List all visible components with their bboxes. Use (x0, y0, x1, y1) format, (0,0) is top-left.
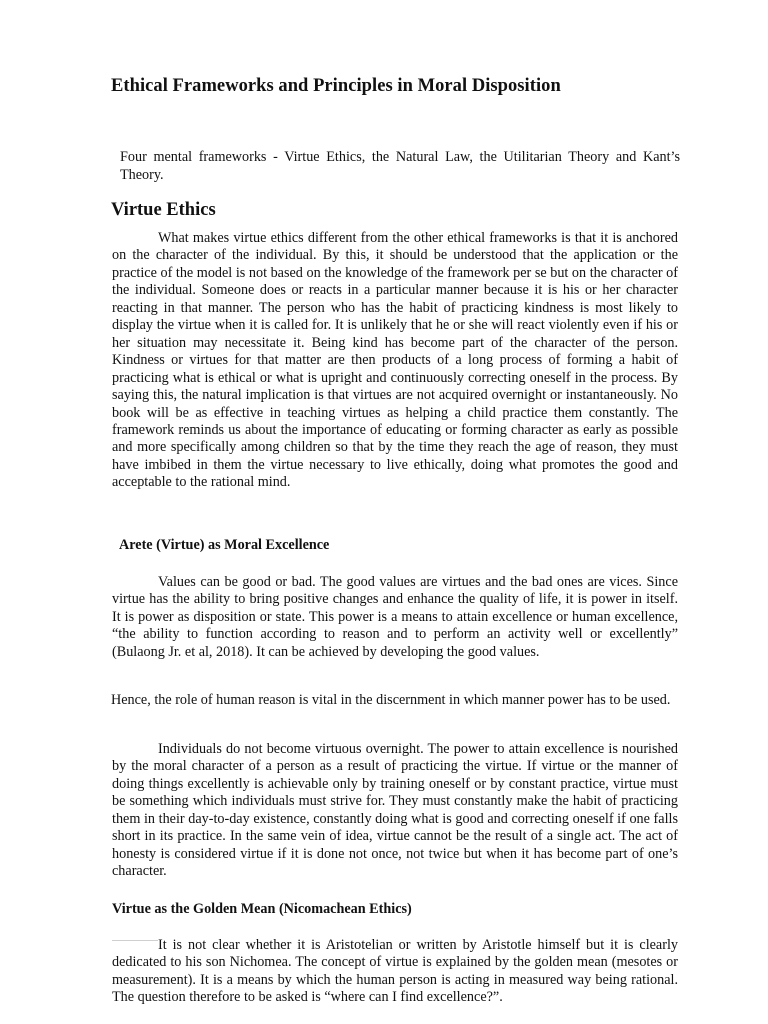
arete-paragraph-2: Individuals do not become virtuous overnight. The power to attain excellence is nourished by the moral character of a person as a result of practicing the virtue. If virtue or the manner of doing things excellently is achievable only by training oneself or by constant practice, virtue must be something which individuals must strive for. They must constantly make the habit of practicing them in their day-to-day existence, constantly doing what is good and correcting oneself if one falls short in its practice. In the same vein of idea, virtue cannot be the result of a single act. The act of honesty is considered virtue if it is done not once, not twice but when it has become part of one’s character. (112, 741, 678, 880)
virtue-ethics-paragraph: What makes virtue ethics different from the other ethical frameworks is that it is anchored on the character of the individual. By this, it should be understood that the application or the practice of the model is not based on the knowledge of the framework per se but on the character of the individual. Someone does or reacts in a particular manner because it is his or her character reacting in that manner. The person who has the habit of practicing kindness is most likely to display the virtue when it is called for. It is unlikely that he or she will react violently even if his or her situation may necessitate it. Being kind has become part of the character of the person. Kindness or virtues for that matter are then products of a long process of forming a habit of practicing what is ethical or what is upright and continuously correcting oneself in the process. By saying this, the natural implication is that virtues are not acquired overnight or instantaneously. No book will be as effective in teaching virtues as helping a child practice them constantly. The framework reminds us about the importance of educating or forming character as early as possible and more specifically among children so that by the time they reach the age of reason, they must have imbibed in them the virtue necessary to live ethically, doing what promotes the good and acceptable to the rational mind. (112, 230, 678, 491)
arete-heading: Arete (Virtue) as Moral Excellence (119, 537, 330, 553)
document-title: Ethical Frameworks and Principles in Moral Disposition (111, 76, 561, 96)
virtue-ethics-heading: Virtue Ethics (111, 200, 216, 220)
golden-mean-heading: Virtue as the Golden Mean (Nicomachean Ethics) (112, 901, 412, 917)
intro-paragraph: Four mental frameworks - Virtue Ethics, the Natural Law, the Utilitarian Theory and Kant’s Theory. (120, 149, 680, 183)
arete-hence-paragraph: Hence, the role of human reason is vital in the discernment in which manner power has to be used. (111, 692, 671, 708)
golden-mean-paragraph: It is not clear whether it is Aristotelian or written by Aristotle himself but it is clearly dedicated to his son Nichomea. The concept of virtue is explained by the golden mean (mesotes or measurement). It is a means by which the human person is acting in measured way being rational. The question therefore to be asked is “where can I find excellence?”. (112, 937, 678, 1006)
arete-paragraph-1: Values can be good or bad. The good values are virtues and the bad ones are vices. Since virtue has the ability to bring positive changes and enhance the quality of life, it is power in itself. It is power as disposition or state. This power is a means to attain excellence or human excellence, “the ability to function according to reason and to perform an activity well or excellently” (Bulaong Jr. et al, 2018). It can be achieved by developing the good values. (112, 574, 678, 660)
